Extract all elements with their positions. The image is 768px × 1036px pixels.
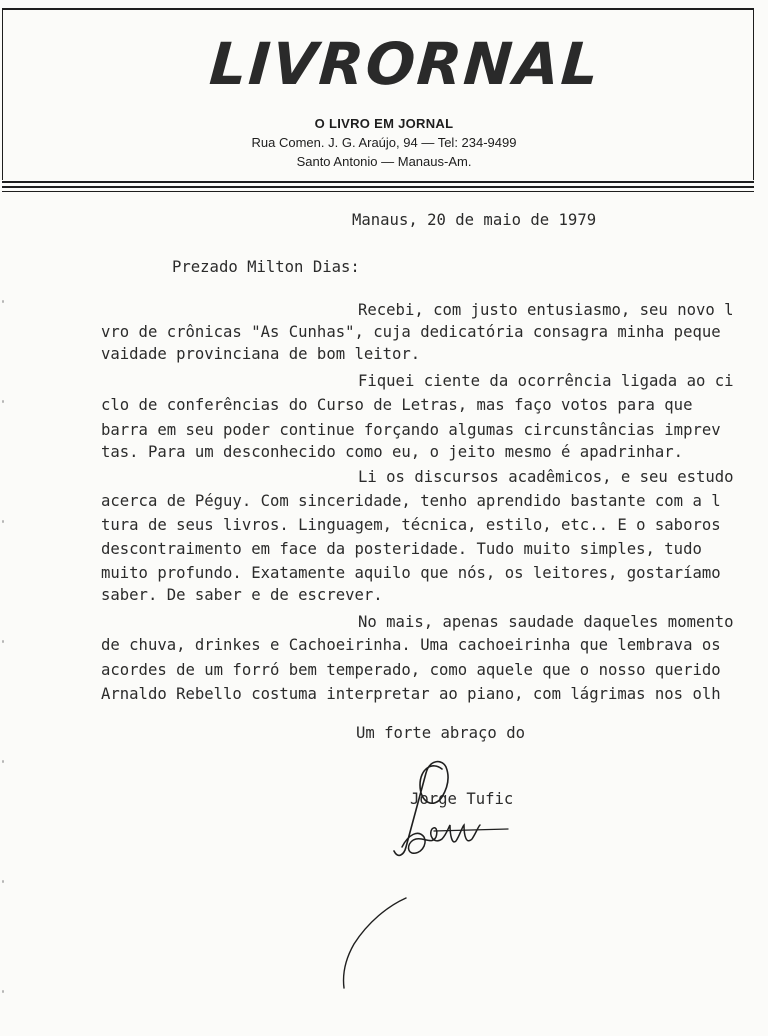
letter-line: descontraimento em face da posteridade. Tudo muito simples, tudo — [101, 540, 702, 558]
margin-speck — [2, 300, 4, 303]
margin-speck — [2, 990, 4, 993]
pen-stroke — [336, 892, 416, 992]
letter-line: acerca de Péguy. Com sinceridade, tenho aprendido bastante com a l — [101, 492, 721, 510]
letter-line: Arnaldo Rebello costuma interpretar ao piano, com lágrimas nos olh — [101, 685, 721, 703]
handwritten-signature — [390, 755, 530, 870]
margin-speck — [2, 520, 4, 523]
letter-date: Manaus, 20 de maio de 1979 — [352, 211, 597, 229]
letter-signer: Jorge Tufic — [410, 790, 514, 808]
letter-line: Fiquei ciente da ocorrência ligada ao ci — [358, 372, 734, 390]
letterhead-tagline: O LIVRO EM JORNAL — [314, 116, 454, 131]
letter-line: Li os discursos acadêmicos, e seu estudo — [358, 468, 734, 486]
letterhead-address: Rua Comen. J. G. Araújo, 94 — Tel: 234-9499 — [251, 135, 517, 150]
margin-speck — [2, 880, 4, 883]
letter-line: barra em seu poder continue forçando algumas circunstâncias imprev — [101, 421, 721, 439]
letter-line: tura de seus livros. Linguagem, técnica, estilo, etc.. E o saboros — [101, 516, 721, 534]
letter-line: saber. De saber e de escrever. — [101, 586, 383, 604]
livrornal-logo: LIVRORNAL — [207, 30, 603, 98]
letter-line: No mais, apenas saudade daqueles momento — [358, 613, 734, 631]
margin-speck — [2, 640, 4, 643]
letter-line: vaidade provinciana de bom leitor. — [101, 345, 421, 363]
header-rule-3 — [2, 191, 754, 192]
margin-speck — [2, 400, 4, 403]
letter-line: acordes de um forró bem temperado, como aquele que o nosso querido — [101, 661, 721, 679]
letter-line: Recebi, com justo entusiasmo, seu novo l — [358, 301, 734, 319]
letter-line: muito profundo. Exatamente aquilo que nós, os leitores, gostaríamo — [101, 564, 721, 582]
letter-salutation: Prezado Milton Dias: — [172, 258, 360, 276]
margin-speck — [2, 760, 4, 763]
letterhead-city: Santo Antonio — Manaus-Am. — [296, 154, 472, 169]
top-rule — [2, 8, 754, 10]
header-rule-1 — [2, 181, 754, 183]
letter-line: tas. Para um desconhecido como eu, o jeito mesmo é apadrinhar. — [101, 443, 684, 461]
letter-line: vro de crônicas "As Cunhas", cuja dedicatória consagra minha peque — [101, 323, 721, 341]
letter-closing: Um forte abraço do — [356, 724, 525, 742]
header-rule-2 — [2, 186, 754, 188]
letter-line: clo de conferências do Curso de Letras, mas faço votos para que — [101, 396, 693, 414]
letter-line: de chuva, drinkes e Cachoeirinha. Uma cachoeirinha que lembrava os — [101, 636, 721, 654]
